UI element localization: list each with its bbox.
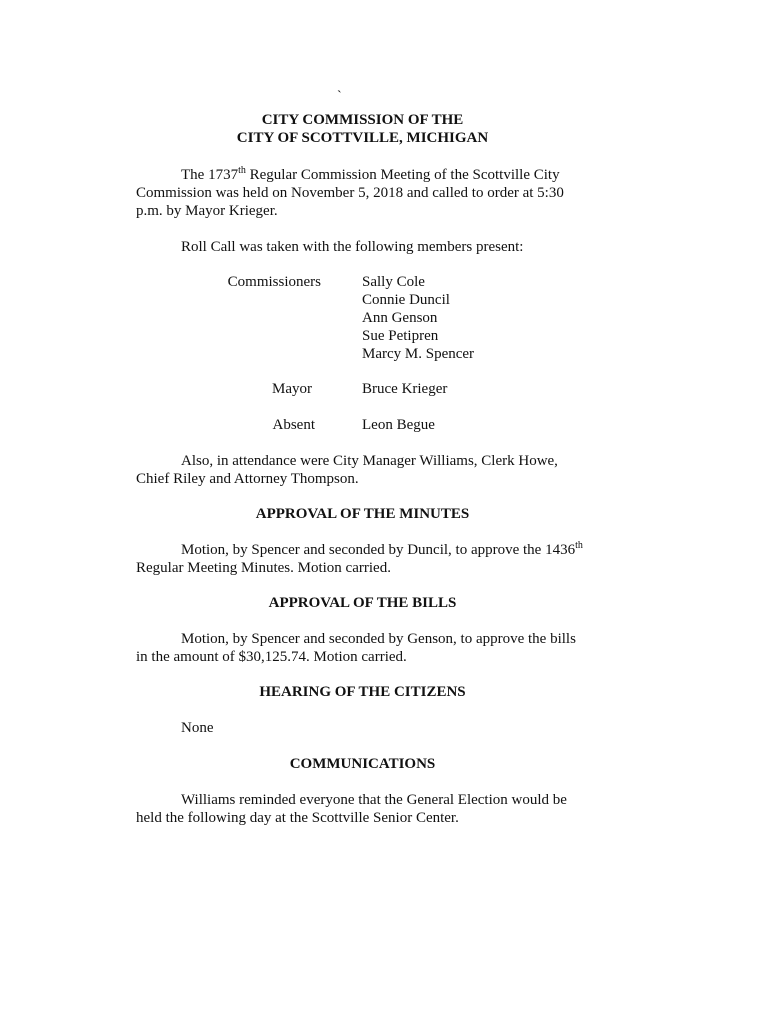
minutes-line1 (181, 541, 641, 559)
roll-call-text: Roll Call was taken with the following members present: (181, 239, 524, 255)
commissioner-name: Marcy M. Spencer (362, 346, 475, 362)
minutes-superscript: th (575, 540, 583, 551)
intro-superscript: th (238, 165, 246, 176)
intro-text-a: The 1737 (181, 167, 239, 183)
commissioners-label: Commissioners (227, 274, 321, 290)
stray-mark: ` (337, 89, 342, 104)
citizens-heading: HEARING OF THE CITIZENS (259, 684, 466, 700)
intro-line2: Commission was held on November 5, 2018 and called to order at 5:30 (136, 185, 564, 201)
intro-line1 (181, 166, 641, 184)
document-title-line1: CITY COMMISSION OF THE (261, 112, 464, 128)
bills-line1: Motion, by Spencer and seconded by Genson, to approve the bills (181, 631, 576, 647)
mayor-label: Mayor (272, 381, 312, 397)
mayor-name: Bruce Krieger (362, 381, 448, 397)
absent-name: Leon Begue (362, 417, 435, 433)
commissioner-name: Ann Genson (362, 310, 438, 326)
minutes-line2: Regular Meeting Minutes. Motion carried. (136, 560, 391, 576)
attendance-line2: Chief Riley and Attorney Thompson. (136, 471, 359, 487)
minutes-heading: APPROVAL OF THE MINUTES (255, 506, 470, 522)
absent-label: Absent (272, 417, 315, 433)
document-title-line2: CITY OF SCOTTVILLE, MICHIGAN (236, 130, 489, 146)
intro-line3: p.m. by Mayor Krieger. (136, 203, 278, 219)
communications-heading: COMMUNICATIONS (289, 756, 436, 772)
minutes-text: Motion, by Spencer and seconded by Duncil, to approve the 1436 (181, 542, 576, 558)
commissioner-name: Connie Duncil (362, 292, 450, 308)
bills-line2: in the amount of $30,125.74. Motion carried. (136, 649, 407, 665)
intro-text-b: Regular Commission Meeting of the Scottville City (245, 167, 560, 183)
attendance-line1: Also, in attendance were City Manager Williams, Clerk Howe, (181, 453, 558, 469)
communications-line1: Williams reminded everyone that the General Election would be (181, 792, 567, 808)
commissioner-name: Sally Cole (362, 274, 425, 290)
citizens-text: None (181, 720, 214, 736)
commissioner-name: Sue Petipren (362, 328, 439, 344)
communications-line2: held the following day at the Scottville Senior Center. (136, 810, 459, 826)
bills-heading: APPROVAL OF THE BILLS (268, 595, 457, 611)
